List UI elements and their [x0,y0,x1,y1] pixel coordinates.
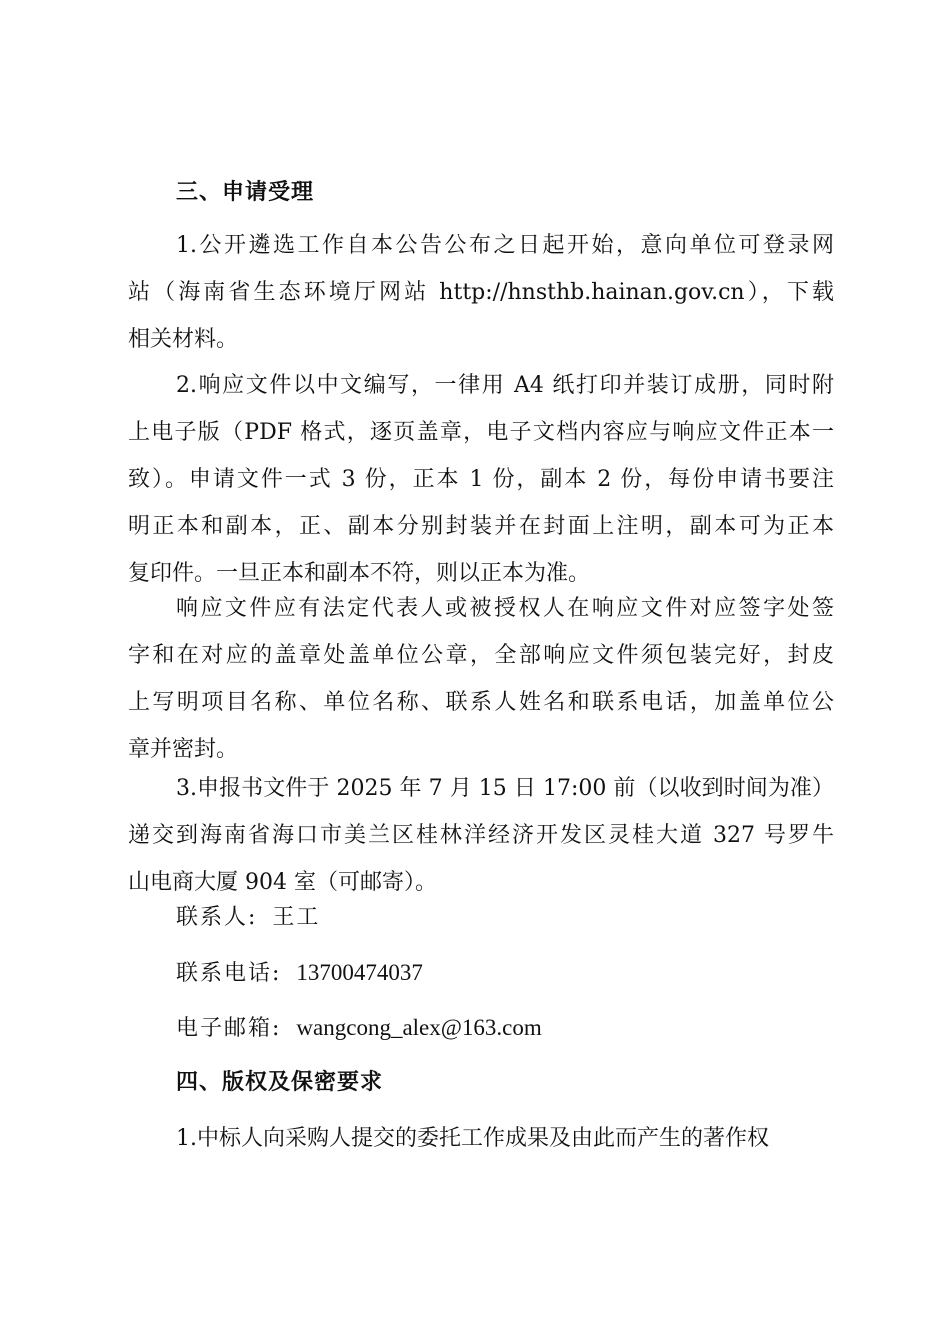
contact-person-label: 联系人: [176,905,258,930]
paragraph-line: 3.申报书文件于 2025 年 7 月 15 日 17:00 前（以收到时间为准） [176,776,834,801]
paragraph-line: 递交到海南省海口市美兰区桂林洋经济开发区灵桂大道 327 号罗牛 [128,823,834,848]
paragraph-line: 站（海南省生态环境厅网站 http://hnsthb.hainan.gov.cn），下载 [128,280,834,305]
contact-phone-value: 13700474037 [296,960,423,985]
contact-email-label: 电子邮箱: [176,1016,282,1041]
section-4-item-1 [128,1115,834,1162]
contact-email [176,1013,542,1044]
paragraph-line: 致）。申请文件一式 3 份，正本 1 份，副本 2 份，每份申请书要注 [128,467,834,492]
paragraph-line: 复印件。一旦正本和副本不符，则以正本为准。 [128,561,591,586]
paragraph-line: 明正本和副本，正、副本分别封装并在封面上注明，副本可为正本 [128,514,834,539]
paragraph-line: 上写明项目名称、单位名称、联系人姓名和联系电话，加盖单位公 [128,690,834,715]
section-3-item-3 [128,765,834,906]
paragraph-line: 响应文件应有法定代表人或被授权人在响应文件对应签字处签 [176,596,834,621]
contact-person [176,903,320,933]
contact-phone [176,958,423,989]
contact-phone-label: 联系电话: [176,961,282,986]
section-4-heading: 四、版权及保密要求 [176,1070,384,1095]
section-3-item-1 [128,222,834,363]
paragraph-line: 2.响应文件以中文编写，一律用 A4 纸打印并装订成册，同时附 [176,373,834,398]
paragraph-line: 字和在对应的盖章处盖单位公章，全部响应文件须包装完好，封皮 [128,643,834,668]
contact-email-value: wangcong_alex@163.com [296,1015,542,1040]
paragraph-line: 章并密封。 [128,737,239,762]
paragraph-line: 1.中标人向采购人提交的委托工作成果及由此而产生的著作权 [176,1126,769,1151]
paragraph-line: 相关材料。 [128,327,239,352]
section-3-item-2 [128,362,834,597]
paragraph-line: 1.公开遴选工作自本公告公布之日起开始，意向单位可登录网 [176,233,834,258]
paragraph-line: 山电商大厦 904 室（可邮寄）。 [128,870,437,895]
contact-person-value: 王工 [272,905,321,930]
paragraph-line: 上电子版（PDF 格式，逐页盖章，电子文档内容应与响应文件正本一 [128,420,834,445]
section-3-heading: 三、申请受理 [176,180,315,205]
section-3-item-2-continued [128,585,834,773]
